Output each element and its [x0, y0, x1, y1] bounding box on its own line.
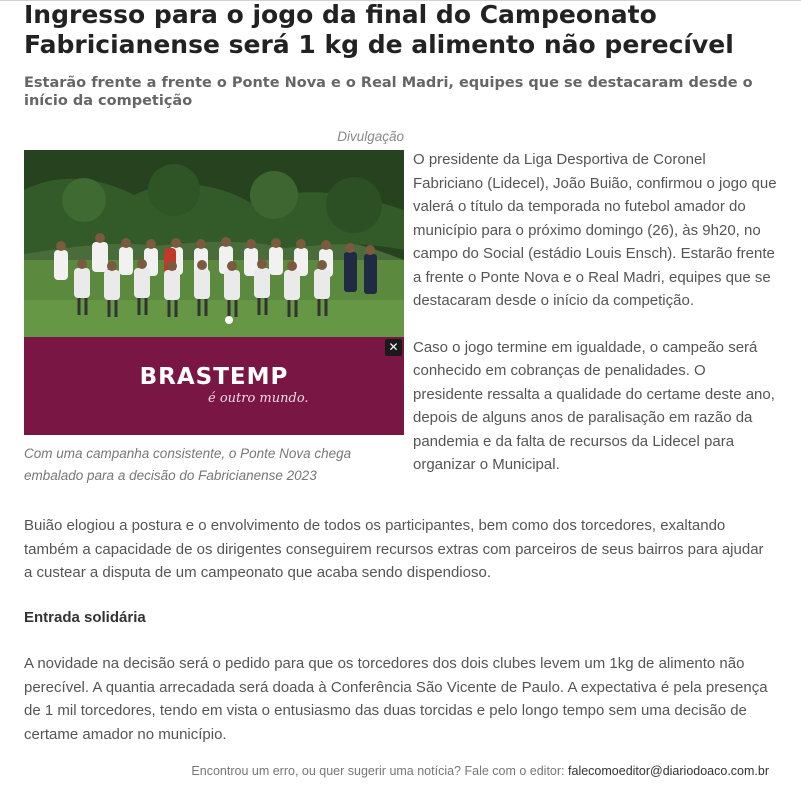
image-credit: Divulgação — [337, 129, 404, 144]
section-heading: Entrada solidária — [24, 609, 146, 626]
ad-tagline: é outro mundo. — [208, 391, 309, 406]
close-icon[interactable]: ✕ — [385, 339, 402, 356]
paragraph-3: Buião elogiou a postura e o envolvimento de todos os participantes, bem como dos torcedores, exaltando também a capacidade de os dirigentes conseguirem recursos extras com parceiros de seus bairros para ajudar a custear a disputa de um campeonato que acaba sendo dispendioso. — [24, 517, 764, 581]
article-body-side — [413, 148, 778, 477]
article-title: Ingresso para o jogo da final do Campeonato Fabricianense será 1 kg de alimento não perecível — [24, 0, 734, 59]
editor-email-link[interactable]: falecomoeditor@diariodoaco.com.br — [568, 764, 769, 778]
image-caption: Com uma campanha consistente, o Ponte Nova chega embalado para a decisão do Fabricianense 2023 — [24, 446, 352, 483]
ad-brand-logo: BRASTEMP — [139, 364, 289, 390]
brastemp-ad-banner[interactable] — [24, 337, 404, 435]
paragraph-1: O presidente da Liga Desportiva de Coronel Fabriciano (Lidecel), João Buião, confirmou o jogo que valerá o título da temporada no futebol amador do município para o próximo domingo (26), às 9h20, no campo do Social (estádio Louis Ensch). Estarão frente a frente o Ponte Nova e o Real Madri, equipes que se destacaram desde o início da competição. — [413, 151, 777, 309]
editor-contact-text: Encontrou um erro, ou quer sugerir uma notícia? Fale com o editor: — [191, 764, 565, 778]
editor-contact — [191, 764, 769, 778]
paragraph-2: Caso o jogo termine em igualdade, o campeão será conhecido em cobranças de penalidades. O presidente ressalta a qualidade do certame deste ano, depois de alguns anos de paralisação em razão da pandemia e da falta de recursos da Lidecel para organizar o Municipal. — [413, 338, 775, 473]
team-photo — [24, 150, 404, 337]
article-subtitle: Estarão frente a frente o Ponte Nova e o Real Madri, equipes que se destacaram desde o início da competição — [24, 75, 753, 109]
paragraph-4: A novidade na decisão será o pedido para que os torcedores dos dois clubes levem um 1kg de alimento não perecível. A quantia arrecadada será doada à Conferência São Vicente de Paulo. A expectativa é pela presença de 1 mil torcedores, tendo em vista o entusiasmo das duas torcidas e pelo longo tempo sem uma decisão de certame amador no município. — [24, 655, 768, 743]
